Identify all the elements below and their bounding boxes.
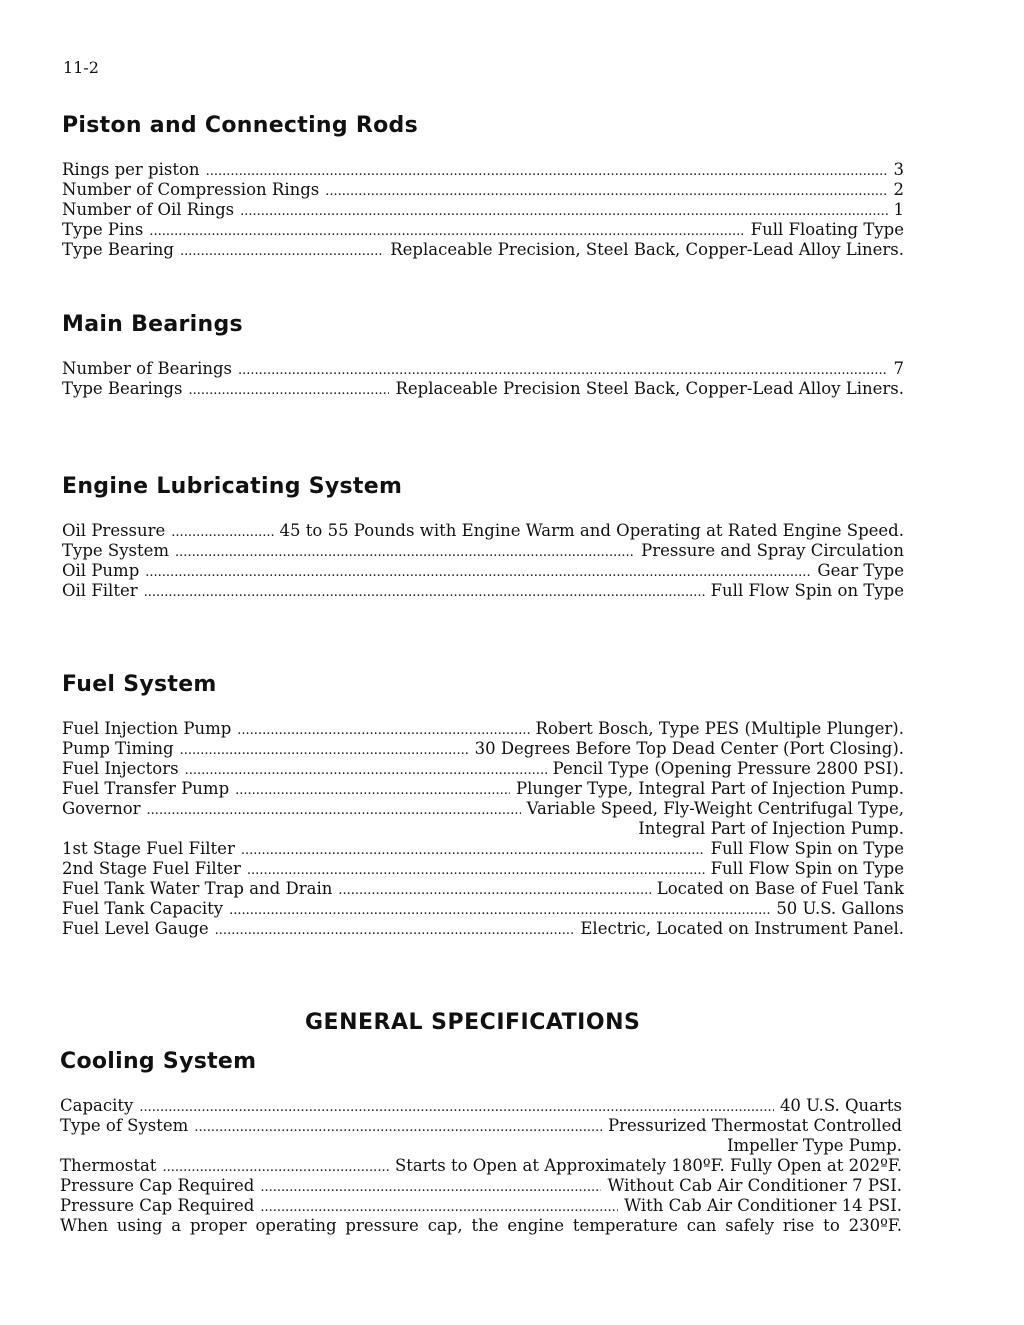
spec-label: Type System	[62, 541, 170, 560]
spec-value: 45 to 55 Pounds with Engine Warm and Operating at Rated Engine Speed.	[279, 521, 904, 540]
spec-value: 3	[893, 160, 904, 179]
spec-label: Pressure Cap Required	[60, 1196, 255, 1215]
spec-value: Full Floating Type	[750, 220, 904, 239]
lubrication-section	[62, 474, 904, 601]
spec-label: Fuel Injection Pump	[62, 719, 232, 738]
page-number: 11-2	[63, 58, 99, 77]
spec-value: Starts to Open at Approximately 180ºF. Fully Open at 202ºF.	[394, 1156, 902, 1175]
section-title: Piston and Connecting Rods	[62, 113, 418, 138]
spec-value: Full Flow Spin on Type	[710, 859, 904, 878]
spec-value: Replaceable Precision Steel Back, Copper-Lead Alloy Liners.	[395, 379, 904, 398]
spec-label: Oil Pressure	[62, 521, 166, 540]
spec-label: Type Bearing	[62, 240, 174, 259]
spec-row	[62, 521, 904, 541]
spec-value: Robert Bosch, Type PES (Multiple Plunger).	[535, 719, 904, 738]
spec-value: Full Flow Spin on Type	[710, 839, 904, 858]
spec-row	[62, 541, 904, 561]
spec-value: Electric, Located on Instrument Panel.	[580, 919, 904, 938]
section-title: Cooling System	[60, 1049, 257, 1074]
spec-row	[60, 1096, 902, 1116]
spec-value: Pencil Type (Opening Pressure 2800 PSI).	[552, 759, 904, 778]
spec-label: Number of Oil Rings	[62, 200, 235, 219]
main-bearings-section	[62, 312, 904, 399]
spec-value-continuation: Impeller Type Pump.	[726, 1136, 902, 1155]
spec-value: Variable Speed, Fly-Weight Centrifugal Type,	[526, 799, 904, 818]
spec-value: Replaceable Precision, Steel Back, Copper-Lead Alloy Liners.	[390, 240, 904, 259]
spec-value: Full Flow Spin on Type	[710, 581, 904, 600]
spec-row	[60, 1176, 902, 1196]
spec-label: Fuel Injectors	[62, 759, 179, 778]
spec-row	[62, 879, 904, 899]
spec-row	[62, 859, 904, 879]
spec-label: Thermostat	[60, 1156, 157, 1175]
spec-row	[62, 200, 904, 220]
spec-label: Governor	[62, 799, 141, 818]
spec-value: 2	[893, 180, 904, 199]
spec-row	[62, 899, 904, 919]
spec-row	[62, 180, 904, 200]
spec-row	[62, 719, 904, 739]
fuel-section	[62, 672, 904, 939]
spec-row	[62, 919, 904, 939]
spec-value: Located on Base of Fuel Tank	[656, 879, 904, 898]
section-title: Engine Lubricating System	[62, 474, 403, 499]
spec-label: Type Bearings	[62, 379, 183, 398]
spec-value: 7	[893, 359, 904, 378]
spec-label: Fuel Transfer Pump	[62, 779, 230, 798]
spec-row	[62, 359, 904, 379]
spec-row	[60, 1156, 902, 1176]
spec-value: Without Cab Air Conditioner 7 PSI.	[607, 1176, 902, 1195]
spec-row	[62, 779, 904, 799]
spec-value: Pressure and Spray Circulation	[641, 541, 904, 560]
spec-row	[62, 379, 904, 399]
spec-label: Number of Bearings	[62, 359, 233, 378]
general-specifications-heading: GENERAL SPECIFICATIONS	[305, 1010, 641, 1035]
spec-row	[60, 1196, 902, 1216]
spec-label: Oil Pump	[62, 561, 140, 580]
spec-row	[62, 799, 904, 819]
cooling-note: When using a proper operating pressure cap, the engine temperature can safely rise to 230ºF.	[60, 1216, 902, 1235]
spec-label: Fuel Level Gauge	[62, 919, 209, 938]
spec-label: 1st Stage Fuel Filter	[62, 839, 235, 858]
cooling-section	[60, 1049, 902, 1236]
spec-label: Pump Timing	[62, 739, 174, 758]
spec-value: 40 U.S. Quarts	[779, 1096, 902, 1115]
spec-row	[62, 739, 904, 759]
spec-label: 2nd Stage Fuel Filter	[62, 859, 241, 878]
spec-row	[62, 581, 904, 601]
spec-value: Plunger Type, Integral Part of Injection Pump.	[516, 779, 904, 798]
section-title: Main Bearings	[62, 312, 243, 337]
spec-row	[62, 240, 904, 260]
spec-label: Fuel Tank Water Trap and Drain	[62, 879, 333, 898]
spec-label: Fuel Tank Capacity	[62, 899, 224, 918]
spec-value-continuation: Integral Part of Injection Pump.	[638, 819, 904, 838]
spec-label: Type Pins	[62, 220, 144, 239]
spec-row	[62, 220, 904, 240]
spec-row	[62, 160, 904, 180]
spec-label: Type of System	[60, 1116, 189, 1135]
spec-value: Pressurized Thermostat Controlled	[608, 1116, 902, 1135]
spec-label: Capacity	[60, 1096, 134, 1115]
spec-label: Pressure Cap Required	[60, 1176, 255, 1195]
spec-value: 50 U.S. Gallons	[776, 899, 904, 918]
spec-value: With Cab Air Conditioner 14 PSI.	[624, 1196, 902, 1215]
spec-row	[62, 759, 904, 779]
spec-value: Gear Type	[817, 561, 904, 580]
spec-value: 1	[893, 200, 904, 219]
spec-label: Number of Compression Rings	[62, 180, 320, 199]
spec-row	[62, 561, 904, 581]
spec-row	[60, 1116, 902, 1136]
spec-label: Oil Filter	[62, 581, 138, 600]
spec-row	[62, 839, 904, 859]
spec-value: 30 Degrees Before Top Dead Center (Port Closing).	[474, 739, 904, 758]
pistons-section	[62, 113, 904, 260]
spec-label: Rings per piston	[62, 160, 200, 179]
section-title: Fuel System	[62, 672, 217, 697]
